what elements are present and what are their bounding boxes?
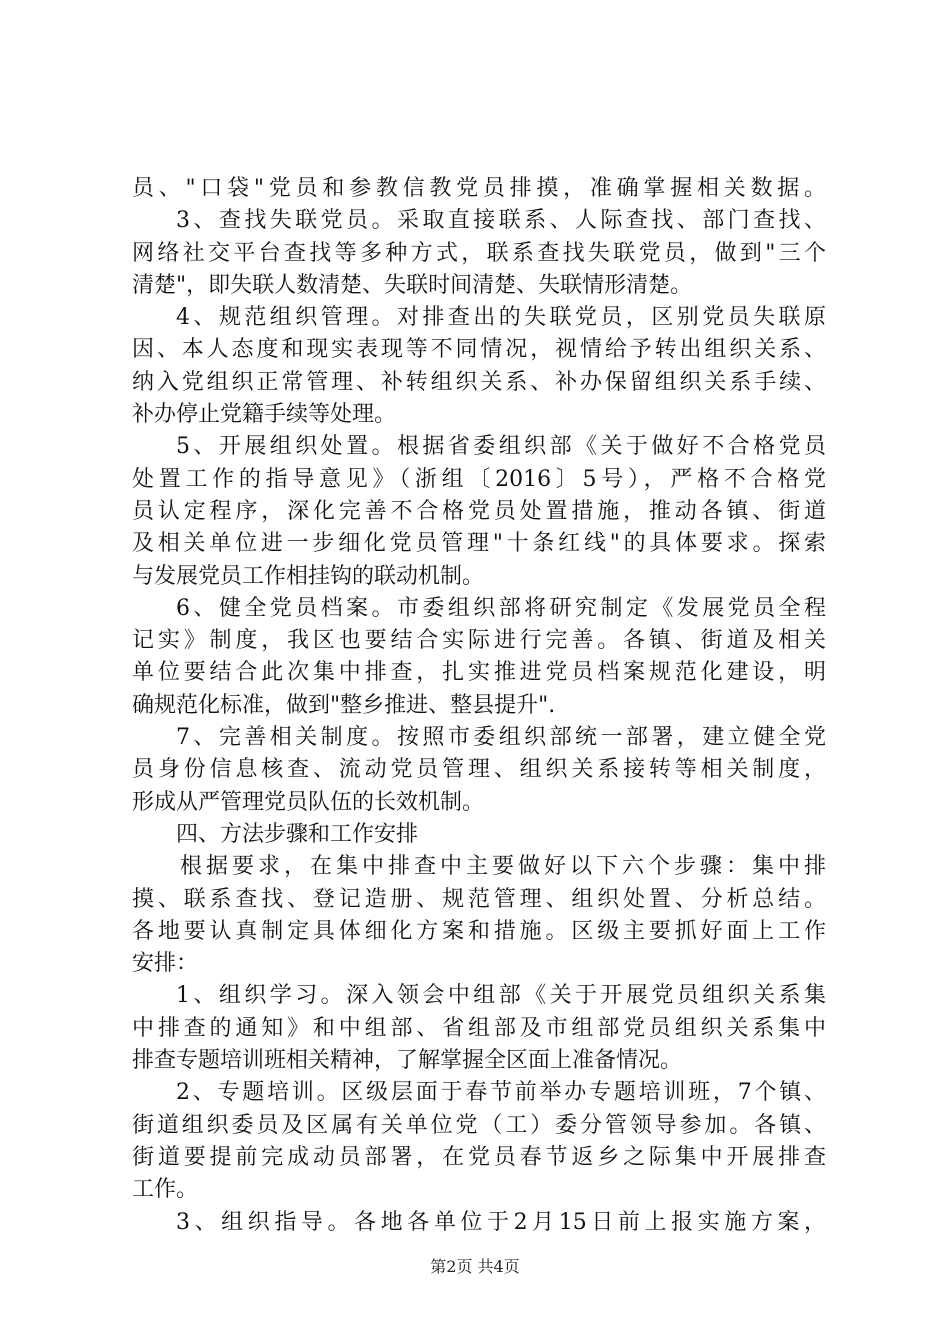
text-line: 4、规范组织管理。对排查出的失联党员，区别党员失联原 [176, 305, 826, 331]
text-line: 形成从严管理党员队伍的长效机制。 [132, 789, 485, 815]
text-line: 员、"口袋"党员和参教信教党员排摸，准确掌握相关数据。 [132, 176, 826, 201]
text-line: 员身份信息核查、流动党员管理、组织关系接转等相关制度， [132, 757, 826, 783]
text-line: 根据要求，在集中排查中主要做好以下六个步骤：集中排 [180, 854, 826, 880]
document-body [132, 173, 826, 1239]
text-line: 单位要结合此次集中排查，扎实推进党员档案规范化建设，明 [132, 660, 826, 686]
text-line: 记实》制度，我区也要结合实际进行完善。各镇、街道及相关 [132, 628, 826, 654]
text-line: 5、开展组织处置。根据省委组织部《关于做好不合格党员 [176, 434, 826, 460]
text-line: 1、组织学习。深入领会中组部《关于开展党员组织关系集 [176, 983, 826, 1009]
text-line: 安排： [132, 951, 199, 977]
text-line: 排查专题培训班相关精神，了解掌握全区面上准备情况。 [132, 1048, 683, 1074]
text-line: 街道组织委员及区属有关单位党（工）委分管领导参加。各镇、 [132, 1112, 826, 1138]
text-line: 纳入党组织正常管理、补转组织关系、补办保留组织关系手续、 [132, 369, 826, 395]
text-line: 2、专题培训。区级层面于春节前举办专题培训班，7个镇、 [176, 1080, 826, 1106]
text-line: 补办停止党籍手续等处理。 [132, 402, 397, 428]
text-line: 工作。 [132, 1177, 199, 1203]
text-line: 7、完善相关制度。按照市委组织部统一部署，建立健全党 [176, 725, 826, 751]
text-line: 确规范化标准，做到"整乡推进、整县提升". [132, 692, 556, 718]
text-line: 因、本人态度和现实表现等不同情况，视情给予转出组织关系、 [132, 337, 826, 363]
text-line: 及相关单位进一步细化党员管理"十条红线"的具体要求。探索 [132, 531, 826, 557]
text-line: 3、查找失联党员。采取直接联系、人际查找、部门查找、 [176, 208, 826, 234]
text-line: 各地要认真制定具体细化方案和措施。区级主要抓好面上工作 [132, 918, 826, 944]
text-line: 清楚"，即失联人数清楚、失联时间清楚、失联情形清楚。 [132, 272, 693, 298]
section-heading: 四、方法步骤和工作安排 [176, 821, 419, 847]
text-line: 街道要提前完成动员部署，在党员春节返乡之际集中开展排查 [132, 1144, 826, 1170]
text-line: 摸、联系查找、登记造册、规范管理、组织处置、分析总结。 [132, 886, 826, 912]
text-line: 员认定程序，深化完善不合格党员处置措施，推动各镇、街道 [132, 498, 826, 524]
text-line: 处置工作的指导意见》（浙组〔2016〕5号），严格不合格党 [132, 466, 826, 492]
text-line: 6、健全党员档案。市委组织部将研究制定《发展党员全程 [176, 595, 826, 621]
text-line: 与发展党员工作相挂钩的联动机制。 [132, 563, 485, 589]
text-line: 3、组织指导。各地各单位于2月15日前上报实施方案， [176, 1209, 826, 1235]
page-footer: 第2页 共4页 [430, 1257, 520, 1276]
text-line: 中排查的通知》和中组部、省组部及市组部党员组织关系集中 [132, 1015, 826, 1041]
text-line: 网络社交平台查找等多种方式，联系查找失联党员，做到"三个 [132, 240, 826, 266]
